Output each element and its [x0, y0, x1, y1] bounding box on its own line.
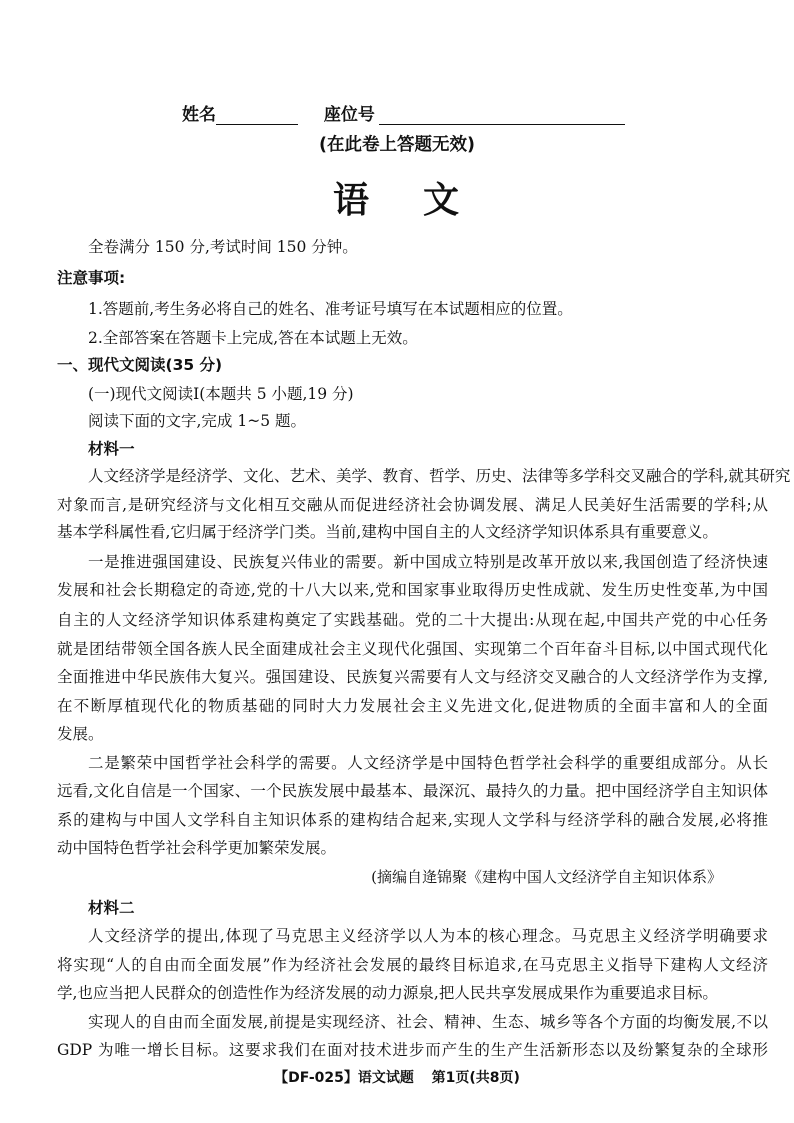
material-1-line: 二是繁荣中国哲学社会科学的需要。人文经济学是中国特色哲学社会科学的重要组成部分。从长 [88, 754, 768, 772]
seat-label: 座位号 [323, 105, 375, 125]
material-1-line: 一是推进强国建设、民族复兴伟业的需要。新中国成立特别是改革开放以来,我国创造了经济快速 [88, 553, 768, 571]
material-1-line: 就是团结带领全国各族人民全面建成社会主义现代化强国、实现第二个百年奋斗目标,以中国式现代化 [57, 640, 768, 658]
name-blank[interactable] [216, 106, 298, 125]
material-1-line: 在不断厚植现代化的物质基础的同时大力发展社会主义先进文化,促进物质的全面丰富和人的全面 [57, 697, 768, 715]
invalid-note: (在此卷上答题无效) [319, 135, 475, 155]
candidate-info [182, 100, 625, 125]
material-2-line: 实现人的自由而全面发展,前提是实现经济、社会、精神、生态、城乡等各个方面的均衡发展,不以 [88, 1013, 768, 1031]
page-number: 第1页(共8页) [431, 1070, 520, 1086]
score-time: 全卷满分 150 分,考试时间 150 分钟。 [88, 238, 358, 256]
material-1-line: 发展。 [57, 725, 104, 743]
title-char-2: 文 [423, 179, 462, 221]
material-1-line: 系的建构与中国人文学科自主知识体系的建构结合起来,实现人文学科与经济学科的融合发展,必将推 [57, 811, 768, 829]
material-1-line: 基本学科属性看,它归属于经济学门类。当前,建构中国自主的人文经济学知识体系具有重要意义。 [57, 523, 718, 541]
material-1-line: 远看,文化自信是一个国家、一个民族发展中最基本、最深沉、最持久的力量。把中国经济学自主知识体 [57, 782, 768, 800]
material-1-line: 自主的人文经济学知识体系建构奠定了实践基础。党的二十大提出:从现在起,中国共产党的中心任务 [57, 611, 768, 629]
notes-title: 注意事项: [57, 269, 126, 287]
material-1-source: (摘编自逄锦聚《建构中国人文经济学自主知识体系》 [371, 868, 722, 886]
page-footer [0, 1067, 794, 1087]
name-label: 姓名 [182, 105, 216, 125]
material-2-line: 学,也应当把人民群众的创造性作为经济发展的动力源泉,把人民共享发展成果作为重要追求目标。 [57, 984, 718, 1002]
material-1-line: 全面推进中华民族伟大复兴。强国建设、民族复兴需要有人文与经济交叉融合的人文经济学作为支撑, [57, 668, 768, 686]
material-1-line: 发展和社会长期稳定的奇迹,党的十八大以来,党和国家事业取得历史性成就、发生历史性变革,为中国 [57, 581, 768, 599]
note-2: 2.全部答案在答题卡上完成,答在本试题上无效。 [88, 329, 418, 347]
sub-heading: (一)现代文阅读Ⅰ(本题共 5 小题,19 分) [88, 385, 354, 403]
material-1-label: 材料一 [88, 440, 135, 458]
seat-blank[interactable] [379, 106, 625, 125]
material-2-line: 将实现“人的自由而全面发展”作为经济社会发展的最终目标追求,在马克思主义指导下建构人文经济 [57, 956, 768, 974]
exam-code: 【DF-025】语文试题 [274, 1070, 414, 1086]
title-char-1: 语 [332, 179, 371, 221]
material-2-line: 人文经济学的提出,体现了马克思主义经济学以人为本的核心理念。马克思主义经济学明确要求 [88, 927, 768, 945]
section-heading: 一、现代文阅读(35 分) [57, 356, 223, 374]
material-2-line: GDP 为唯一增长目标。这要求我们在面对技术进步而产生的生产生活新形态以及纷繁复杂的全球形 [57, 1041, 768, 1059]
instruction: 阅读下面的文字,完成 1~5 题。 [88, 412, 306, 430]
subject-title [0, 172, 794, 223]
material-1-line: 人文经济学是经济学、文化、艺术、美学、教育、哲学、历史、法律等多学科交叉融合的学科,就其研究 [88, 467, 791, 485]
material-2-label: 材料二 [88, 899, 135, 917]
note-1: 1.答题前,考生务必将自己的姓名、准考证号填写在本试题相应的位置。 [88, 300, 573, 318]
material-1-line: 对象而言,是研究经济与文化相互交融从而促进经济社会协调发展、满足人民美好生活需要的学科;从 [57, 496, 768, 514]
material-1-line: 动中国特色哲学社会科学更加繁荣发展。 [57, 839, 337, 857]
